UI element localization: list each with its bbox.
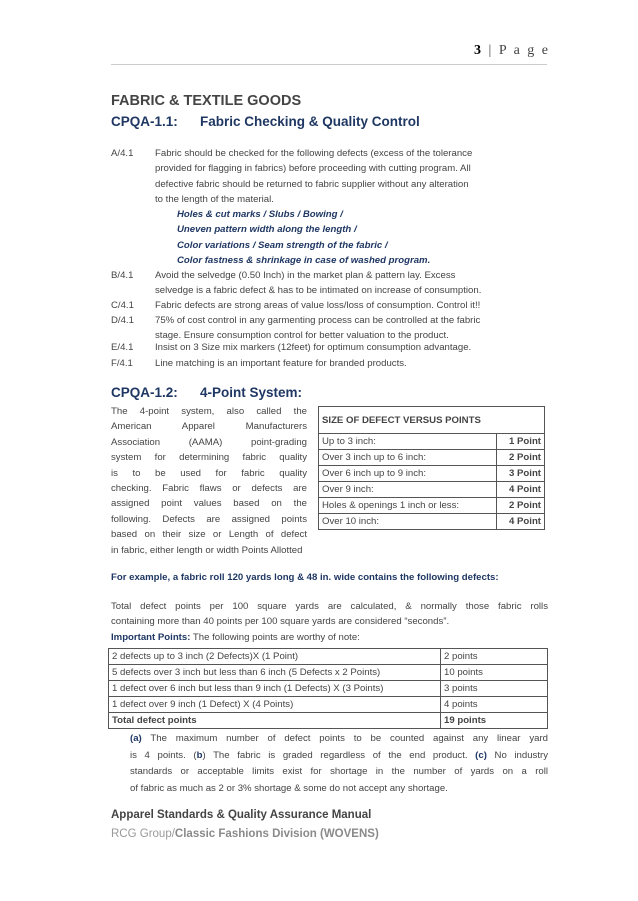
size-cell: Holes & openings 1 inch or less:: [319, 498, 497, 514]
note-l2c: No industry: [486, 749, 548, 761]
notes-line-1: [130, 731, 548, 748]
size-table-header: [319, 407, 545, 434]
b41-line-2: selvedge is a fabric defect & has to be intimated on increase of consumption.: [155, 285, 482, 297]
item-code: C/4.1: [111, 300, 134, 311]
page-number: 3: [474, 43, 483, 58]
important-label: Important Points:: [111, 631, 191, 643]
size-cell: Over 3 inch up to 6 inch:: [319, 450, 497, 466]
table-row: [109, 665, 548, 681]
d41-line-1: 75% of cost control in any garmenting process can be controlled at the fabric: [155, 315, 481, 326]
four-point-paragraph: [111, 404, 307, 558]
note-a-marker: (a): [130, 733, 142, 744]
points-cell: 4 Point: [496, 514, 544, 530]
defect-line: Color fastness & shrinkage in case of washed program.: [177, 254, 431, 266]
b41-line-1: Avoid the selvedge (0.50 Inch) in the market plan & pattern lay. Excess: [155, 270, 456, 281]
desc-cell: 5 defects over 3 inch but less than 6 inch (5 Defects x 2 Points): [109, 665, 441, 681]
fp-line: The 4-point system, also called the: [111, 406, 307, 417]
notes-line-2: [130, 748, 548, 765]
size-table-title: SIZE OF DEFECT VERSUS POINTS: [319, 407, 545, 434]
table-row: [319, 466, 545, 482]
size-cell: Over 6 inch up to 9 inch:: [319, 466, 497, 482]
total-points-cell: 19 points: [441, 713, 548, 729]
size-cell: Over 10 inch:: [319, 514, 497, 530]
size-defect-table: [318, 406, 545, 530]
fp-line: American Apparel Manufacturers: [111, 421, 307, 433]
tdp-line: containing more than 40 points per 100 square yards are considered “seconds”.: [111, 616, 450, 628]
cpqa-1-2-heading: [111, 385, 303, 400]
desc-cell: 1 defect over 9 inch (1 Defect) X (4 Points): [109, 697, 441, 713]
defect-line: Uneven pattern width along the length /: [177, 224, 357, 236]
footer-manual-title: Apparel Standards & Quality Assurance Manual: [111, 809, 372, 821]
cpqa-1-1-title: Fabric Checking & Quality Control: [200, 114, 420, 129]
fp-line: Association (AAMA) point-grading: [111, 436, 307, 448]
footer-group: RCG Group/: [111, 828, 175, 840]
points-cell: 1 Point: [496, 434, 544, 450]
note-l2b: ) The fabric is graded regardless of the end product.: [202, 749, 476, 761]
defect-line: Holes & cut marks / Slubs / Bowing /: [177, 209, 343, 220]
item-b41: [111, 268, 548, 299]
c41-text: Fabric defects are strong areas of value loss/loss of consumption. Control it!!: [155, 300, 481, 311]
defect-list: [177, 207, 430, 268]
defect-calc-table: [108, 648, 548, 729]
important-text: The following points are worthy of note:: [190, 631, 360, 643]
note-b-marker: b: [196, 749, 203, 761]
table-row: [319, 434, 545, 450]
example-line: For example, a fabric roll 120 yards long & 48 in. wide contains the following defects:: [111, 572, 499, 583]
table-row: [319, 450, 545, 466]
page-label: P a g e: [498, 43, 551, 58]
item-e41: [111, 340, 548, 356]
cpqa-1-1-code: CPQA-1.1:: [111, 114, 178, 129]
fp-line: system for determining fabric quality: [111, 452, 307, 464]
a41-line-2: provided for flagging in fabrics) before proceeding with cutting program. All: [155, 163, 471, 175]
fp-line: is to be used for fabric quality: [111, 467, 307, 479]
defect-line: Color variations / Seam strength of the fabric /: [177, 239, 388, 251]
points-cell: 2 Point: [496, 498, 544, 514]
size-cell: Over 9 inch:: [319, 482, 497, 498]
a41-line-3: defective fabric should be returned to fabric supplier without any alteration: [155, 178, 469, 190]
fp-line-last: in fabric, either length or width Points Allotted: [111, 544, 303, 556]
a41-line-4: to the length of the material.: [155, 193, 274, 205]
item-code: F/4.1: [111, 358, 133, 369]
item-c41: [111, 298, 548, 314]
points-cell: 4 Point: [496, 482, 544, 498]
tdp-line: Total defect points per 100 square yards are calculated, & normally those fabric rolls: [111, 601, 548, 612]
f41-text: Line matching is an important feature for branded products.: [155, 358, 407, 369]
table-row: [319, 482, 545, 498]
cpqa-1-1-heading: [111, 114, 420, 129]
fp-line: assigned point values based on the: [111, 498, 307, 510]
desc-cell: 2 defects up to 3 inch (2 Defects)X (1 Point): [109, 649, 441, 665]
table-row: [109, 681, 548, 697]
page-sep: |: [483, 43, 499, 58]
note-c-marker: (c): [475, 749, 487, 761]
total-defect-paragraph: [111, 599, 548, 645]
cpqa-1-2-title: 4-Point System:: [200, 385, 303, 400]
total-desc-cell: Total defect points: [109, 713, 441, 729]
page-header: [474, 43, 550, 59]
table-row: [319, 498, 545, 514]
points-cell: 4 points: [441, 697, 548, 713]
points-cell: 2 points: [441, 649, 548, 665]
notes-paragraph: [130, 731, 548, 797]
note-l2a: is 4 points. (: [130, 749, 197, 761]
item-code: D/4.1: [111, 315, 134, 326]
points-cell: 3 points: [441, 681, 548, 697]
footer-division-name: Classic Fashions Division (WOVENS): [174, 828, 379, 840]
notes-line-4: of fabric as much as 2 or 3% shortage & some do not accept any shortage.: [130, 782, 448, 794]
size-cell: Up to 3 inch:: [319, 434, 497, 450]
a41-line-1: Fabric should be checked for the following defects (excess of the tolerance: [155, 148, 473, 159]
fp-line: checking. Fabric flaws or defects are: [111, 483, 307, 495]
cpqa-1-2-code: CPQA-1.2:: [111, 385, 178, 400]
e41-text: Insist on 3 Size mix markers (12feet) for optimum consumption advantage.: [155, 342, 472, 353]
d41-line-2: stage. Ensure consumption control for better valuation to the product.: [155, 330, 449, 342]
table-row: [319, 514, 545, 530]
item-code: E/4.1: [111, 342, 134, 353]
table-row: [109, 649, 548, 665]
fp-line: based on their size or Length of defect: [111, 529, 307, 541]
points-cell: 10 points: [441, 665, 548, 681]
item-f41: [111, 356, 548, 372]
fp-line: following. Defects are assigned points: [111, 513, 307, 525]
item-code: A/4.1: [111, 148, 134, 159]
note-a-text: The maximum number of defect points to be counted against any linear yard: [141, 733, 548, 744]
notes-line-3: standards or acceptable limits exist for shortage in the number of yards on a roll: [130, 766, 548, 778]
item-code: B/4.1: [111, 270, 134, 281]
footer-division: [111, 828, 379, 840]
table-row-total: [109, 713, 548, 729]
table-row: [109, 697, 548, 713]
desc-cell: 1 defect over 6 inch but less than 9 inch (1 Defects) X (3 Points): [109, 681, 441, 697]
points-cell: 2 Point: [496, 450, 544, 466]
section-title: FABRIC & TEXTILE GOODS: [111, 93, 302, 109]
header-rule: [111, 64, 547, 65]
points-cell: 3 Point: [496, 466, 544, 482]
important-points: [111, 630, 548, 645]
